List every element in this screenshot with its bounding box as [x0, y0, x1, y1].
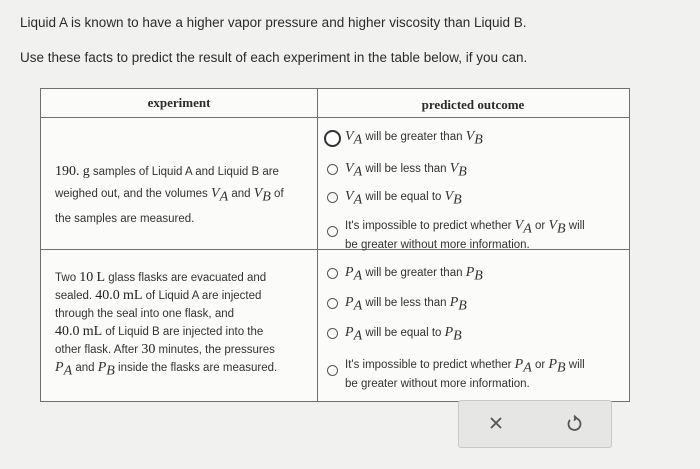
symbol-sub: B	[474, 132, 483, 148]
option-text: will be equal to	[365, 191, 442, 203]
radio-button[interactable]	[327, 226, 338, 237]
symbol-sub: B	[474, 268, 483, 284]
symbol: V	[548, 218, 557, 233]
symbol-pa-sub: A	[63, 363, 73, 379]
clear-button[interactable]	[473, 409, 519, 439]
radio-button[interactable]	[327, 328, 338, 339]
radio-button[interactable]	[327, 298, 338, 309]
prediction-table	[40, 88, 630, 402]
experiment-1-text: and	[231, 188, 251, 200]
symbol-sub: A	[353, 164, 363, 180]
experiment-2-text: other flask. After	[55, 344, 139, 356]
symbol-pb-sub: B	[106, 363, 115, 379]
experiment-1-text: the samples are measured.	[55, 213, 195, 226]
flask-volume: 10	[79, 270, 94, 285]
symbol: P	[444, 325, 454, 340]
option-text: be greater without more information.	[345, 239, 530, 252]
option-label	[345, 189, 462, 208]
experiment-2-text: minutes, the pressures	[158, 344, 275, 356]
option-text: be greater without more information.	[345, 378, 530, 391]
symbol-sub: A	[353, 328, 363, 344]
symbol: P	[345, 325, 354, 340]
symbol-sub: B	[557, 360, 566, 376]
experiment-1-description	[55, 161, 313, 230]
experiment-2-text: of Liquid A are injected	[145, 290, 262, 302]
symbol-sub: A	[353, 192, 363, 208]
symbol: V	[345, 161, 354, 176]
symbol-pa: P	[55, 360, 64, 375]
symbol: P	[548, 357, 557, 372]
symbol: P	[514, 357, 524, 372]
symbol: V	[444, 189, 454, 204]
option-label	[345, 217, 585, 254]
symbol-sub: A	[353, 268, 363, 284]
symbol-pb: P	[97, 360, 107, 375]
option-text: will be equal to	[365, 327, 442, 339]
option-label	[345, 356, 585, 393]
symbol: V	[465, 129, 475, 144]
symbol-sub: B	[453, 192, 462, 208]
option-text: will be less than	[365, 163, 447, 175]
option-text: will be less than	[365, 297, 447, 309]
volume-unit: mL	[82, 324, 103, 339]
symbol-sub: B	[458, 298, 467, 314]
flask-volume-unit: L	[96, 270, 106, 285]
option-label	[345, 295, 467, 314]
symbol-sub: B	[453, 328, 462, 344]
option-label	[345, 325, 462, 344]
radio-button[interactable]	[327, 365, 338, 376]
volume-unit: mL	[123, 288, 143, 303]
experiment-2-text: of Liquid B are injected into the	[105, 326, 264, 338]
symbol: P	[449, 295, 459, 310]
symbol-sub: A	[523, 360, 532, 376]
radio-button[interactable]	[324, 130, 341, 147]
intro-line-2: Use these facts to predict the result of each experiment in the table below, if you can.	[20, 50, 528, 65]
experiment-2-text: and	[75, 362, 95, 374]
option-text: will be greater than	[365, 131, 463, 143]
option-text: will	[568, 220, 585, 232]
radio-button[interactable]	[327, 192, 338, 203]
table-header	[41, 89, 629, 118]
option-text: It's impossible to predict whether	[345, 220, 512, 232]
experiment-2-text: Two	[55, 272, 77, 284]
undo-icon	[565, 415, 583, 433]
option-label	[345, 265, 483, 284]
option-text: will	[568, 359, 585, 371]
option-text: It's impossible to predict whether	[345, 359, 512, 371]
option-text: or	[535, 359, 546, 371]
option-text: will be greater than	[365, 267, 463, 279]
intro-line-1: Liquid A is known to have a higher vapor pressure and higher viscosity than Liquid B.	[20, 15, 527, 30]
x-icon	[488, 415, 504, 431]
symbol-va-sub: A	[219, 189, 229, 205]
radio-button[interactable]	[327, 164, 338, 175]
experiment-1-text: of	[274, 188, 284, 200]
mass-unit: g	[82, 164, 90, 179]
liquid-a-volume: 40.0	[95, 288, 120, 303]
symbol-sub: B	[458, 164, 467, 180]
symbol: P	[465, 265, 475, 280]
symbol: P	[345, 295, 354, 310]
experiment-2-text: inside the flasks are measured.	[118, 362, 278, 374]
symbol-vb: V	[253, 186, 263, 201]
experiment-2-description	[55, 269, 313, 380]
header-experiment: experiment	[147, 95, 211, 110]
experiment-2-text: sealed.	[55, 290, 93, 302]
radio-button[interactable]	[327, 268, 338, 279]
symbol-sub: A	[353, 132, 363, 148]
symbol-sub: B	[557, 221, 566, 237]
symbol-va: V	[211, 186, 220, 201]
symbol: V	[514, 218, 524, 233]
symbol-vb-sub: B	[262, 189, 271, 205]
experiment-2-text: glass flasks are evacuated and	[108, 272, 267, 284]
experiment-2-text: through the seal into one flask, and	[55, 308, 235, 320]
mass-value: 190.	[55, 164, 80, 179]
header-predicted-outcome: predicted outcome	[421, 97, 525, 112]
symbol-sub: A	[523, 221, 532, 237]
experiment-1-text: samples of Liquid A and Liquid B are	[92, 166, 279, 178]
symbol: V	[345, 129, 354, 144]
column-divider	[317, 89, 318, 401]
symbol-sub: A	[353, 298, 363, 314]
undo-button[interactable]	[551, 409, 597, 439]
option-label	[345, 161, 467, 180]
symbol: P	[345, 265, 354, 280]
symbol: V	[345, 189, 354, 204]
symbol: V	[449, 161, 459, 176]
answer-button-bar	[458, 400, 612, 448]
liquid-b-volume: 40.0	[55, 324, 80, 339]
wait-minutes: 30	[141, 342, 156, 357]
option-label	[345, 129, 483, 148]
experiment-1-text: weighed out, and the volumes	[55, 188, 208, 200]
option-text: or	[535, 220, 546, 232]
